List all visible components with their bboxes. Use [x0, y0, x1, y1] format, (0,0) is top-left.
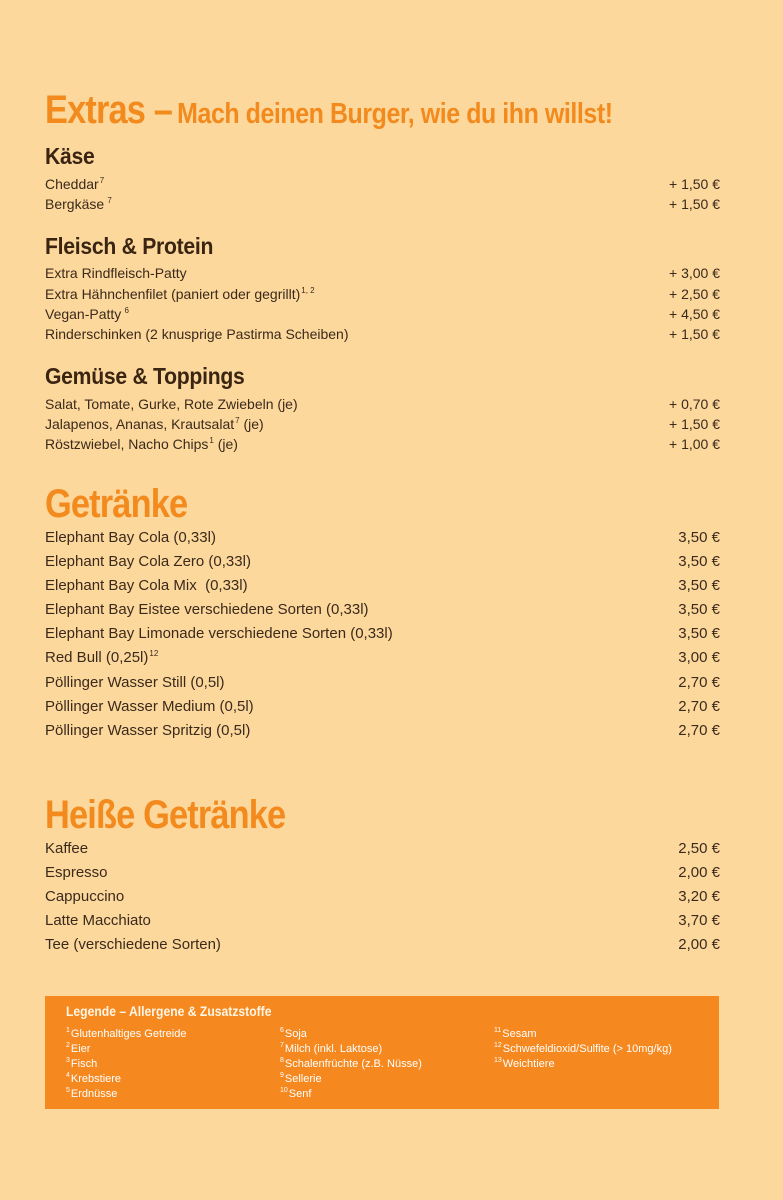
item-name: Vegan-Patty	[45, 306, 122, 322]
legend-item: $^2$Eier	[66, 1042, 91, 1055]
item-price: + 4,50 €	[669, 306, 720, 322]
list-item	[45, 601, 720, 618]
item-suffix: (je)	[213, 436, 238, 452]
list-item	[45, 436, 720, 452]
item-name: Jalapenos, Ananas, Krautsalat	[45, 416, 235, 432]
legend-title: Legende – Allergene & Zusatzstoffe	[66, 1004, 272, 1019]
allergen-ref: 6	[122, 306, 129, 316]
list-item	[45, 529, 720, 546]
list-item	[45, 936, 720, 953]
item-price: + 3,00 €	[669, 265, 720, 281]
item-name: Bergkäse	[45, 196, 105, 212]
item-name: Pöllinger Wasser Spritzig (0,5l)	[45, 722, 251, 739]
item-suffix: (je)	[239, 416, 264, 432]
legend-item: $^8$Schalenfrüchte (z.B. Nüsse)	[280, 1057, 422, 1070]
legend-item: $^{11}$Sesam	[494, 1027, 537, 1040]
item-name: Red Bull (0,25l)	[45, 649, 149, 666]
legend-item: $^3$Fisch	[66, 1057, 98, 1070]
item-price: + 1,50 €	[669, 176, 720, 192]
group-title-kaese: Käse	[45, 143, 95, 169]
list-item	[45, 326, 720, 342]
extras-title: Extras –	[45, 88, 172, 132]
item-name: Elephant Bay Eistee verschiedene Sorten (0,33l)	[45, 601, 369, 618]
group-title-fleisch: Fleisch & Protein	[45, 233, 214, 259]
legend-item: $^9$Sellerie	[280, 1072, 322, 1085]
legend-item: $^5$Erdnüsse	[66, 1087, 118, 1100]
item-name: Elephant Bay Cola (0,33l)	[45, 529, 216, 546]
allergen-ref: 7	[235, 416, 240, 426]
item-price: 3,00 €	[678, 649, 720, 666]
item-name: Tee (verschiedene Sorten)	[45, 936, 221, 953]
item-price: + 1,00 €	[669, 436, 720, 452]
item-name: Kaffee	[45, 840, 89, 857]
legend-column-2	[280, 1027, 422, 1102]
getraenke-title: Getränke	[45, 482, 188, 526]
item-name: Cheddar	[45, 176, 99, 192]
item-name: Cappuccino	[45, 888, 125, 905]
list-item	[45, 306, 720, 322]
list-item	[45, 649, 720, 666]
legend-item: $^{13}$Weichtiere	[494, 1057, 555, 1070]
item-name: Elephant Bay Cola Zero (0,33l)	[45, 553, 251, 570]
item-name: Röstzwiebel, Nacho Chips	[45, 436, 209, 452]
group-title-gemuese: Gemüse & Toppings	[45, 363, 245, 389]
item-price: + 0,70 €	[669, 396, 720, 412]
item-price: + 1,50 €	[669, 326, 720, 342]
list-item	[45, 416, 720, 432]
allergen-legend	[45, 996, 719, 1109]
item-price: 2,70 €	[678, 698, 720, 715]
item-price: 3,50 €	[678, 577, 720, 594]
legend-item: $^6$Soja	[280, 1027, 307, 1040]
list-item	[45, 698, 720, 715]
item-name: Pöllinger Wasser Still (0,5l)	[45, 674, 225, 691]
allergen-ref: 12	[149, 649, 159, 658]
item-price: 3,20 €	[678, 888, 720, 905]
list-item	[45, 864, 720, 881]
item-name: Espresso	[45, 864, 108, 881]
legend-item: $^{10}$Senf	[280, 1087, 312, 1100]
item-price: 3,50 €	[678, 553, 720, 570]
list-item	[45, 176, 720, 192]
item-name: Extra Rindfleisch-Patty	[45, 265, 187, 281]
allergen-ref: 7	[99, 176, 105, 186]
item-name: Elephant Bay Limonade verschiedene Sorten (0,33l)	[45, 625, 393, 642]
item-name: Extra Hähnchenfilet (paniert oder gegrillt)	[45, 286, 301, 302]
item-price: 3,50 €	[678, 529, 720, 546]
item-name: Latte Macchiato	[45, 912, 151, 929]
list-item	[45, 840, 720, 857]
item-price: 2,70 €	[678, 722, 720, 739]
item-name: Elephant Bay Cola Mix (0,33l)	[45, 577, 248, 594]
legend-item: $^{12}$Schwefeldioxid/Sulfite (> 10mg/kg)	[494, 1042, 672, 1055]
allergen-ref: 1	[209, 436, 214, 446]
list-item	[45, 265, 720, 281]
list-item	[45, 286, 720, 302]
item-name: Pöllinger Wasser Medium (0,5l)	[45, 698, 254, 715]
list-item	[45, 722, 720, 739]
legend-item: $^4$Krebstiere	[66, 1072, 122, 1085]
legend-item: $^7$Milch (inkl. Laktose)	[280, 1042, 383, 1055]
list-item	[45, 674, 720, 691]
item-price: 3,50 €	[678, 601, 720, 618]
item-price: + 1,50 €	[669, 416, 720, 432]
list-item	[45, 196, 720, 212]
extras-heading	[45, 90, 613, 130]
extras-subtitle: Mach deinen Burger, wie du ihn willst!	[177, 98, 613, 130]
allergen-ref: 7	[105, 196, 112, 206]
list-item	[45, 625, 720, 642]
item-name: Rinderschinken (2 knusprige Pastirma Scheiben)	[45, 326, 349, 342]
list-item	[45, 396, 720, 412]
item-price: 3,70 €	[678, 912, 720, 929]
item-price: 3,50 €	[678, 625, 720, 642]
item-price: + 2,50 €	[669, 286, 720, 302]
item-price: 2,00 €	[678, 864, 720, 881]
list-item	[45, 912, 720, 929]
legend-item: $^1$Glutenhaltiges Getreide	[66, 1027, 187, 1040]
item-price: 2,50 €	[678, 840, 720, 857]
list-item	[45, 553, 720, 570]
legend-column-3	[494, 1027, 672, 1072]
legend-column-1	[66, 1027, 186, 1102]
item-price: 2,70 €	[678, 674, 720, 691]
item-name: Salat, Tomate, Gurke, Rote Zwiebeln (je)	[45, 396, 298, 412]
allergen-ref: 1, 2	[301, 286, 315, 296]
heisse-getraenke-title: Heiße Getränke	[45, 793, 286, 837]
item-price: + 1,50 €	[669, 196, 720, 212]
item-price: 2,00 €	[678, 936, 720, 953]
list-item	[45, 888, 720, 905]
list-item	[45, 577, 720, 594]
